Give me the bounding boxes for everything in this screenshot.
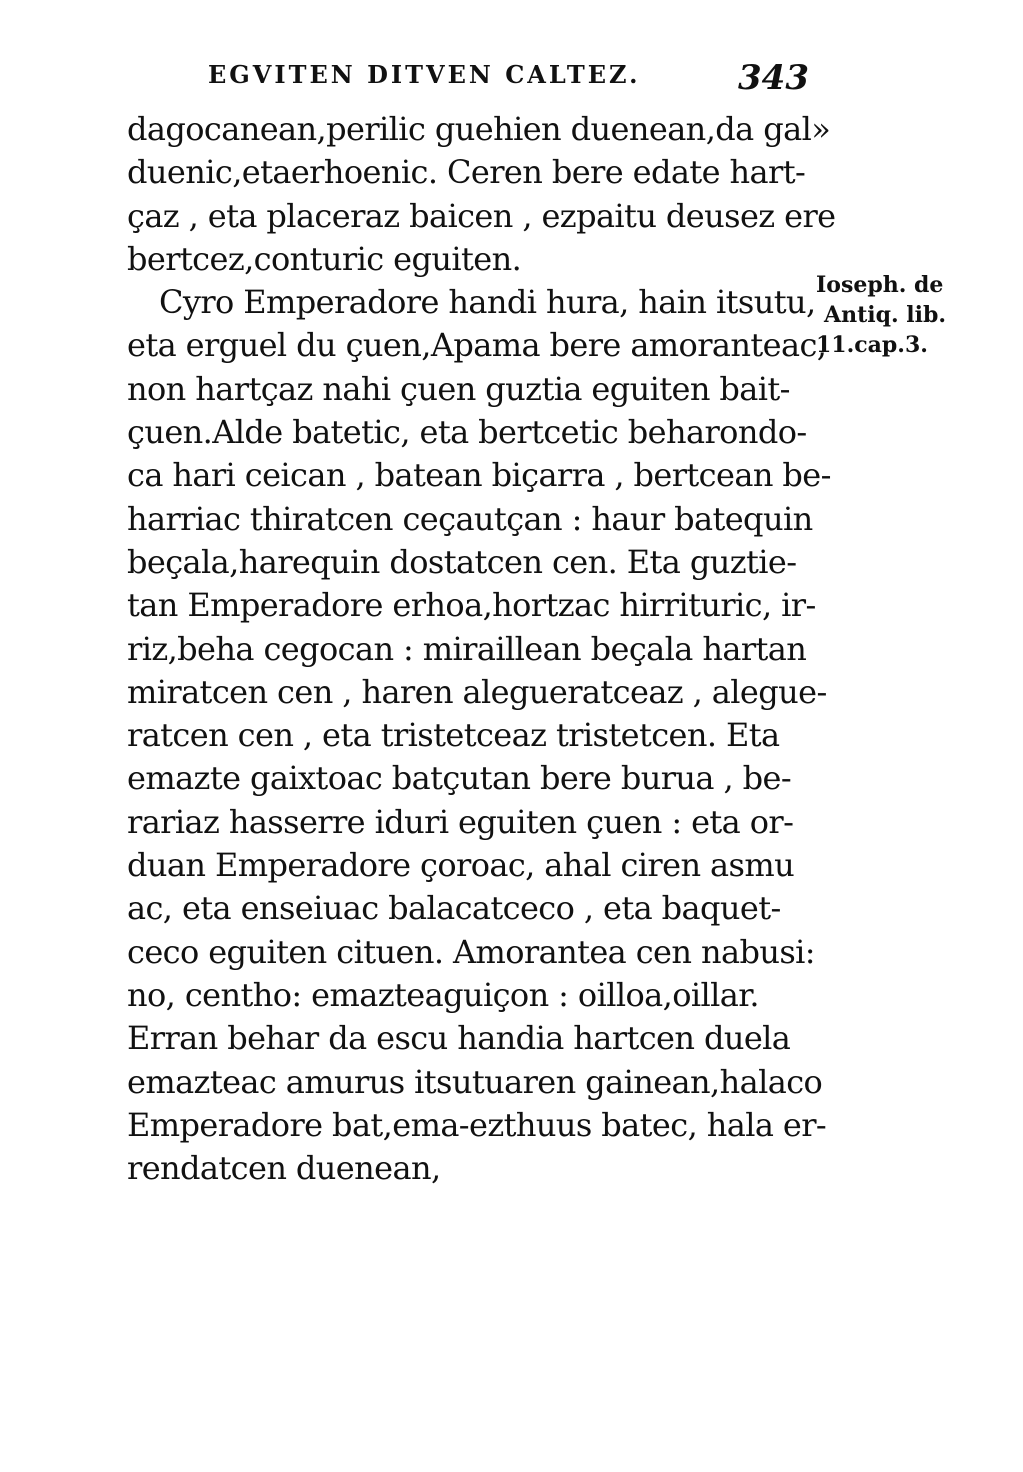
text-line: miratcen cen , haren alegueratceaz , alegue- (127, 672, 827, 711)
text-line: tan Emperadore erhoa,hortzac hirrituric, ir- (127, 586, 816, 625)
marginal-note-line: 11.cap.3. (816, 332, 928, 358)
marginal-note-line: Ioseph. de (816, 272, 944, 298)
text-line: emazteac amurus itsutuaren gainean,halaco (127, 1062, 823, 1101)
text-line: no, centho: emazteaguiçon : oilloa,oillar. (127, 975, 760, 1014)
text-line: ceco eguiten cituen. Amorantea cen nabusi: (127, 932, 815, 971)
text-line: harriac thiratcen ceçautçan : haur batequin (127, 499, 813, 538)
text-line: rariaz hasserre iduri eguiten çuen : eta or- (127, 802, 794, 841)
text-line: non hartçaz nahi çuen guztia eguiten bait- (127, 369, 790, 408)
text-line: çaz , eta placeraz baicen , ezpaitu deusez ere (127, 196, 836, 235)
text-line: riz,beha cegocan : miraillean beçala hartan (127, 629, 807, 668)
text-line: Erran behar da escu handia hartcen duela (127, 1019, 791, 1058)
body-text (127, 108, 836, 1190)
text-line: ac, eta enseiuac balacatceco , eta baquet- (127, 889, 781, 928)
text-line: eta erguel du çuen,Apama bere amoranteac, (127, 326, 827, 365)
marginal-note-line: Antiq. lib. (824, 302, 947, 328)
text-line: rendatcen duenean, (127, 1149, 441, 1188)
marginal-note (816, 270, 1006, 360)
text-line: duan Emperadore çoroac, ahal ciren asmu (127, 846, 795, 885)
text-line: Cyro Emperadore handi hura, hain itsutu, (159, 283, 816, 322)
text-line: dagocanean,perilic guehien duenean,da gal» (127, 110, 831, 148)
text-line: bertcez,conturic eguiten. (127, 239, 522, 278)
text-line: çuen.Alde batetic, eta bertcetic beharondo- (127, 413, 807, 452)
text-line: duenic,etaerhoenic. Ceren bere edate hart- (127, 153, 806, 192)
text-line: beçala,harequin dostatcen cen. Eta guztie- (127, 542, 797, 581)
text-line: emazte gaixtoac batçutan bere burua , be- (127, 759, 792, 798)
text-line: ca hari ceican , batean biçarra , bertcean be- (127, 456, 831, 495)
running-head: EGVITEN DITVEN CALTEZ. (208, 60, 641, 89)
page-number: 343 (738, 58, 809, 98)
text-line: Emperadore bat,ema-ezthuus batec, hala er- (127, 1105, 827, 1144)
text-line: ratcen cen , eta tristetceaz tristetcen. Eta (127, 716, 780, 755)
